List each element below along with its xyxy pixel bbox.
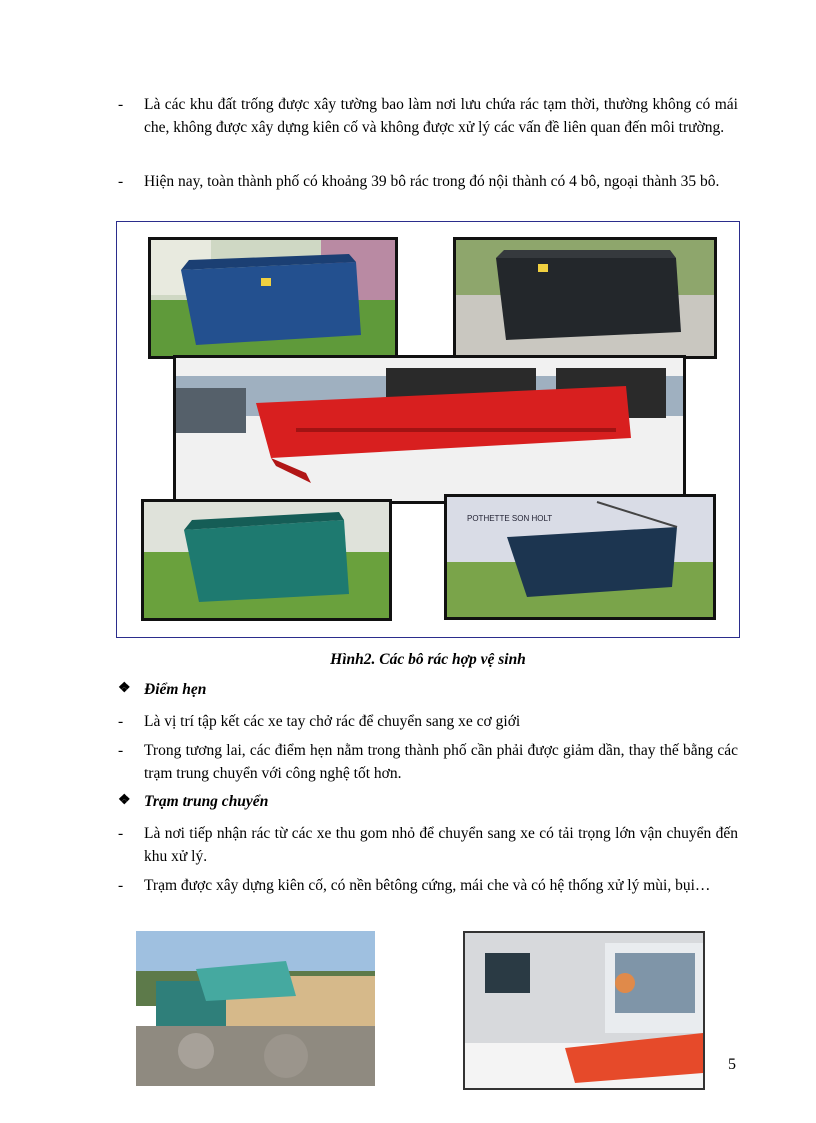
navy-container-photo xyxy=(444,494,716,620)
diem-hen-bullet-2: - Trong tương lai, các điểm hẹn nằm trong thành phố cần phải được giảm dần, thay thế bằng các trạm trung chuyển với công nghệ tốt hơn. xyxy=(118,742,738,782)
red-container-image xyxy=(176,358,683,501)
tram-bullet-1: - Là nơi tiếp nhận rác từ các xe thu gom nhỏ để chuyển sang xe có tải trọng lớn vận chuyển đến khu xử lý. xyxy=(118,825,738,865)
teal-container-image xyxy=(144,502,389,618)
sign-text: POTHETTE SON HOLT xyxy=(467,514,553,523)
navy-container-image xyxy=(447,497,713,617)
figure-caption: Hình2. Các bô rác hợp vệ sinh xyxy=(330,651,526,668)
dark-container-image xyxy=(456,240,714,356)
teal-container-photo xyxy=(141,499,392,621)
intro-bullet-2: - Hiện nay, toàn thành phố có khoảng 39 bô rác trong đó nội thành có 4 bô, ngoại thành 35 bô. xyxy=(118,170,738,216)
diem-hen-bullet-1: - Là vị trí tập kết các xe tay chở rác để chuyển sang xe cơ giới xyxy=(118,713,521,730)
intro-bullet-1-text: Là các khu đất trống được xây tường bao làm nơi lưu chứa rác tạm thời, thường không có mái che, không được xây dựng kiên cố và không được xử lý các vấn đề liên quan đến môi trường. xyxy=(144,96,738,136)
diamond-bullet-icon: ❖ xyxy=(118,793,131,808)
intro-bullet-2-text: Hiện nay, toàn thành phố có khoảng 39 bô rác trong đó nội thành có 4 bô, ngoại thành 35 bô. xyxy=(144,173,720,190)
page-number: 5 xyxy=(728,1056,736,1073)
garbage-truck-image xyxy=(136,931,375,1086)
tram-bullet-2: - Trạm được xây dựng kiên cố, có nền bêtông cứng, mái che và có hệ thống xử lý mùi, bụi… xyxy=(118,877,711,894)
container-figure xyxy=(116,221,740,638)
intro-bullet-1: - Là các khu đất trống được xây tường bao làm nơi lưu chứa rác tạm thời, thường không có mái che, không được xây dựng kiên cố và không được xử lý các vấn đề liên quan đến môi trường. xyxy=(118,93,738,163)
garbage-truck-photo xyxy=(136,931,375,1086)
truck-cab-photo xyxy=(463,931,705,1090)
document-page: - Là các khu đất trống được xây tường bao làm nơi lưu chứa rác tạm thời, thường không có mái che, không được xây dựng kiên cố và không được xử lý các vấn đề liên quan đến môi trường. - Hiện nay, toàn thành phố có khoảng 39 bô rác trong đó nội thành có 4 bô, ngoại thành 35 bô. POTHETTE SON HOLT Hình2. Các bô rác hợp vệ sinh ❖ Điểm hẹn - Là vị trí tập kết các xe tay chở rác để chuyển sang xe cơ giới - Trong tương lai, các điểm hẹn nằm trong thành phố cần phải được giảm dần, thay thế bằng các trạm trung chuyển với công nghệ tốt hơn. ❖ Trạm trung chuyển - Là nơi tiếp nhận rác từ các xe thu gom nhỏ để chuyển sang xe có tải trọng lớn vận chuyển đến khu xử lý. - Trạm được xây dựng kiên cố, có nền bêtông cứng, mái che và có hệ thống xử lý mùi, bụi… 5 xyxy=(0,0,816,1123)
diamond-bullet-icon: ❖ xyxy=(118,681,131,696)
dark-container-photo xyxy=(453,237,717,359)
blue-container-image xyxy=(151,240,395,356)
red-container-photo xyxy=(173,355,686,504)
blue-container-photo xyxy=(148,237,398,359)
truck-cab-image xyxy=(465,933,703,1088)
